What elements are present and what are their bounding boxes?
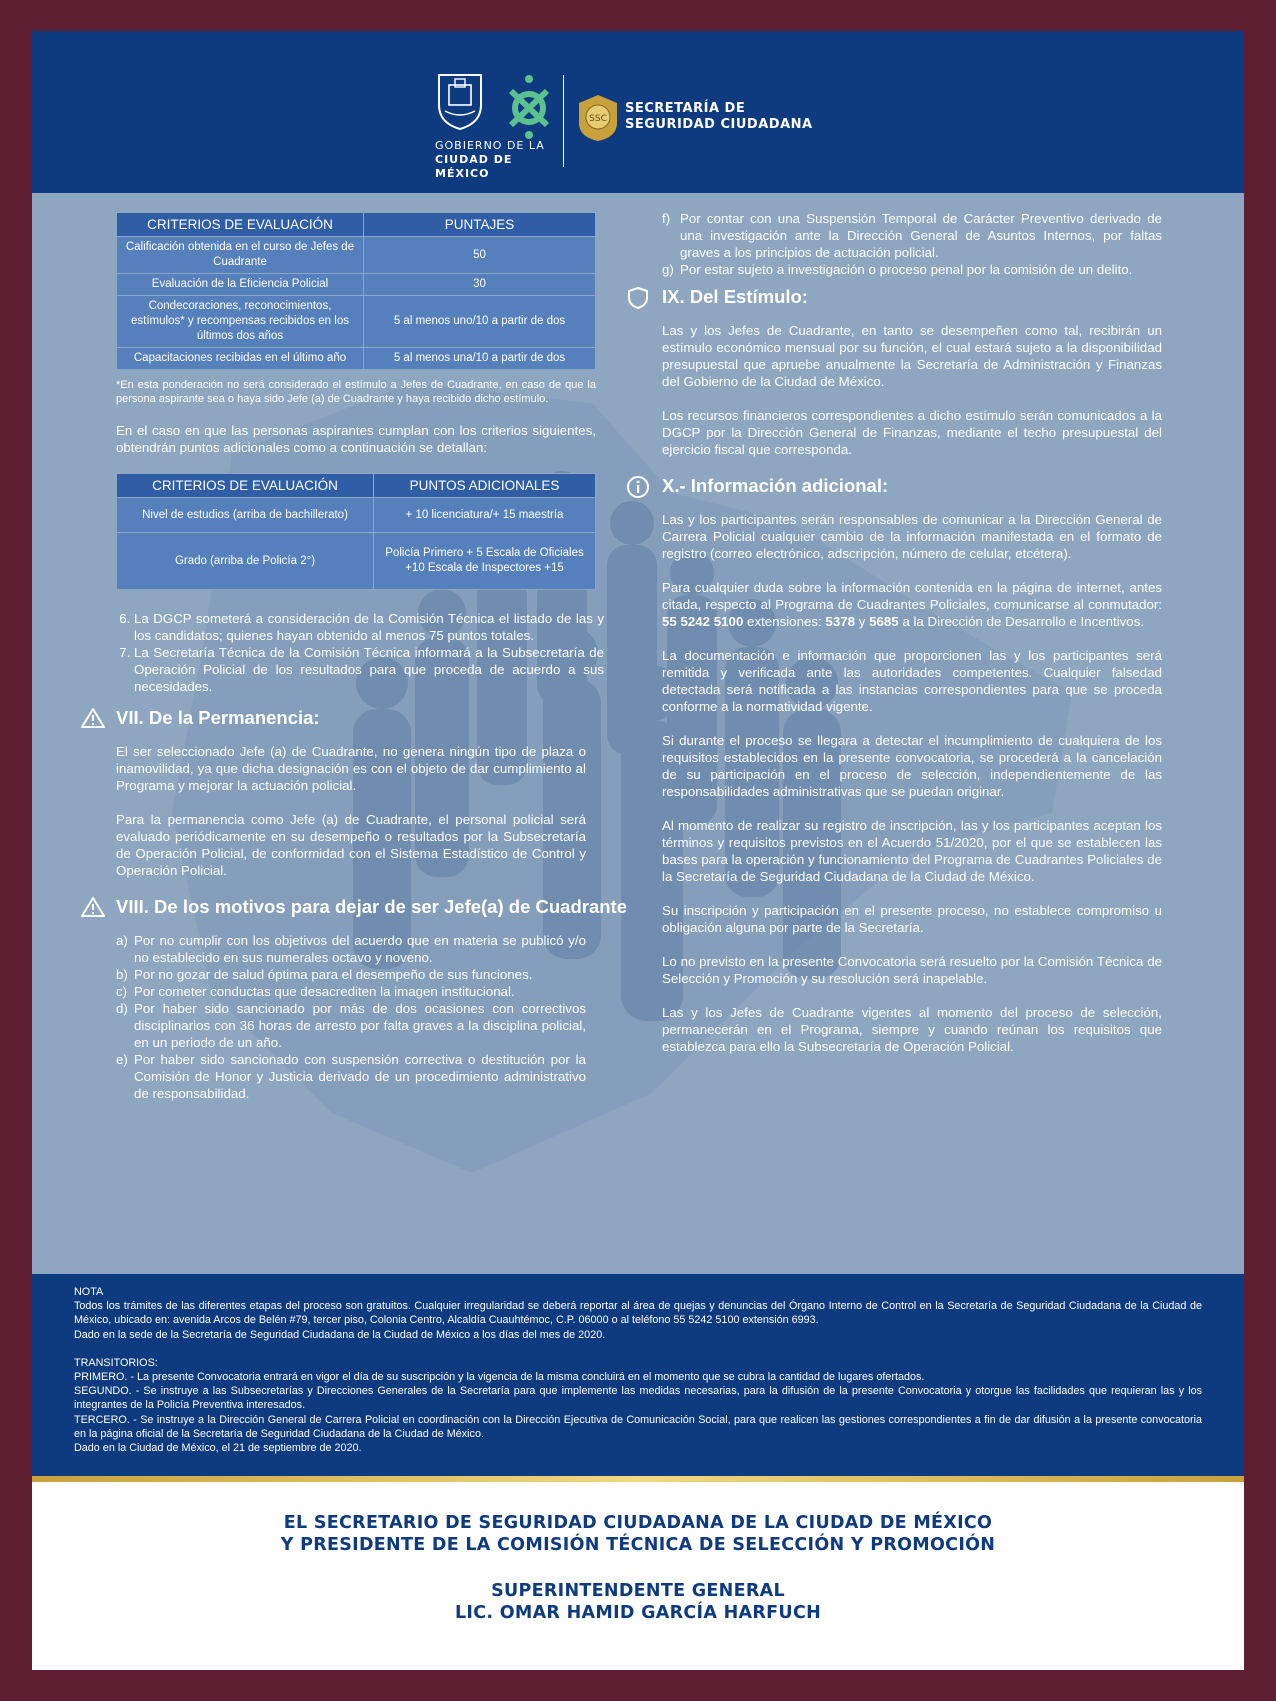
contact-text-d: a la Dirección de Desarrollo e Incentivos. bbox=[902, 614, 1145, 629]
signer-line2: Y PRESIDENTE DE LA COMISIÓN TÉCNICA DE SELECCIÓN Y PROMOCIÓN bbox=[280, 1535, 996, 1555]
signer-name-block bbox=[32, 1580, 1244, 1624]
left-column bbox=[116, 212, 636, 1102]
table-row bbox=[117, 498, 596, 533]
list-item bbox=[116, 966, 586, 983]
reasons-list-continued bbox=[662, 210, 1162, 278]
ssc-name bbox=[625, 101, 865, 133]
transitorio-tercero: TERCERO. - Se instruye a la Dirección General de Carrera Policial en coordinación con la Dirección Ejecutiva de Comunicación Social, para que realicen las gestiones correspondientes a fin de dar difusión a la presente convocatoria en la página oficial de la Secretaría de Seguridad Ciudadana de la Ciudad de México. bbox=[74, 1413, 1202, 1440]
list-item bbox=[662, 261, 1162, 278]
item-text: Por haber sido sancionado por más de dos ocasiones con correctivos disciplinarios con 36 horas de arresto por falta graves a la disciplina policial, en un periodo de un año. bbox=[134, 1001, 586, 1050]
additional-intro: En el caso en que las personas aspirantes cumplan con los criterios siguientes, obtendrán puntos adicionales como a continuación se detallan: bbox=[116, 423, 596, 455]
table2-header-criteria: CRITERIOS DE EVALUACIÓN bbox=[117, 474, 374, 498]
ssc-line1: SECRETARÍA DE bbox=[625, 101, 746, 116]
table-cell: Calificación obtenida en el curso de Jefes de Cuadrante bbox=[117, 237, 364, 274]
section-vii-heading bbox=[80, 707, 636, 729]
table-cell: Policía Primero + 5 Escala de Oficiales +10 Escala de Inspectores +15 bbox=[374, 533, 596, 590]
government-name bbox=[435, 139, 565, 181]
item-text: Por contar con una Suspensión Temporal de Carácter Preventivo derivado de una investigación ante la Dirección General de Asuntos Internos, por faltas graves a los principios de actuación policial. bbox=[680, 211, 1162, 260]
gov-line1: GOBIERNO DE LA bbox=[435, 139, 545, 152]
list-item: 7. La Secretaría Técnica de la Comisión Técnica informará a la Subsecretaría de Operación Policial de los resultados para que proceda de acuerdo a sus necesidades. bbox=[134, 644, 604, 695]
item-text: Por estar sujeto a investigación o proceso penal por la comisión de un delito. bbox=[680, 262, 1133, 277]
section-x-heading bbox=[626, 475, 1162, 497]
transitorio-primero: PRIMERO. - La presente Convocatoria entrará en vigor el día de su suscripción y la vigencia de la misma concluirá en el momento que se cubra la cantidad de lugares ofertados. bbox=[74, 1371, 925, 1384]
table-cell: + 10 licenciatura/+ 15 maestría bbox=[374, 498, 596, 533]
table-cell: Evaluación de la Eficiencia Policial bbox=[117, 274, 364, 296]
table2-header-points: PUNTOS ADICIONALES bbox=[374, 474, 596, 498]
item-text: Por cometer conductas que desacrediten la imagen institucional. bbox=[134, 984, 515, 999]
seal-text: SSC bbox=[589, 114, 607, 124]
shield-icon bbox=[626, 286, 650, 310]
list-item: 6. La DGCP someterá a consideración de la Comisión Técnica el listado de las y los candidatos; quienes hayan obtenido al menos 75 puntos totales. bbox=[134, 610, 604, 644]
right-column bbox=[662, 210, 1162, 1072]
section-ix-title: IX. Del Estímulo: bbox=[662, 286, 808, 307]
extension-2: 5685 bbox=[869, 614, 899, 629]
table-cell: Grado (arriba de Policía 2°) bbox=[117, 533, 374, 590]
cdmx-knot-icon bbox=[501, 73, 557, 139]
steps-list bbox=[116, 610, 604, 695]
transitorio-segundo: SEGUNDO. - Se instruye a las Subsecretarías y Direcciones Generales de la Secretaría para que implemente las medidas necesarias, para la difusión de la presente Convocatoria y otorgue las facilidades que requieran las y los integrantes de la Policía Preventiva interesados. bbox=[74, 1385, 1202, 1412]
table-row bbox=[117, 348, 596, 370]
section-ix-p2: Los recursos financieros correspondientes a dicho estímulo serán comunicados a la DGCP por la Dirección General de Finanzas, mediante el techo presupuestal del ejercicio fiscal que corresponda. bbox=[662, 408, 1162, 457]
list-item bbox=[116, 1000, 586, 1051]
item-text: Por no gozar de salud óptima para el desempeño de sus funciones. bbox=[134, 967, 533, 982]
item-letter: d) bbox=[116, 1001, 128, 1016]
section-x-p7: Lo no previsto en la presente Convocatoria será resuelto por la Comisión Técnica de Selección y Promoción y su resolución será inapelable. bbox=[662, 954, 1162, 986]
nota-text: Todos los trámites de las diferentes etapas del proceso son gratuitos. Cualquier irregularidad se deberá reportar al área de quejas y denuncias del Órgano Interno de Control en la Secretaría de Seguridad Ciudadana de la Ciudad de México, ubicado en: avenida Arcos de Belén #79, tercer piso, Colonia Centro, Alcaldía Cuauhtémoc, C.P. 06000 o al teléfono 55 5242 5100 extensión 6993. bbox=[74, 1300, 1202, 1327]
table-cell: Capacitaciones recibidas en el último año bbox=[117, 348, 364, 370]
logo-divider bbox=[563, 75, 564, 167]
list-item bbox=[116, 932, 586, 966]
contact-text-c: y bbox=[858, 614, 866, 629]
item-letter: a) bbox=[116, 933, 128, 948]
item-letter: e) bbox=[116, 1052, 128, 1067]
additional-points-table bbox=[116, 473, 596, 590]
contact-text-a: Para cualquier duda sobre la información contenida en la página de internet, antes citada, respecto al Programa de Cuadrantes Policiales, comunicarse al conmutador: bbox=[662, 580, 1162, 612]
section-vii-p1: El ser seleccionado Jefe (a) de Cuadrante, no genera ningún tipo de plaza o inamovilidad, ya que dicha designación es con el objeto de dar cumplimiento al Programa y mejorar la actuación policial. bbox=[116, 744, 586, 793]
nota-section bbox=[32, 1274, 1244, 1476]
section-ix-heading bbox=[626, 286, 1162, 308]
section-vii-title: VII. De la Permanencia: bbox=[116, 707, 320, 728]
gov-line2: CIUDAD DE MÉXICO bbox=[435, 153, 513, 180]
cdmx-shield-icon bbox=[435, 71, 485, 131]
section-x-title: X.- Información adicional: bbox=[662, 475, 889, 496]
table-cell: 50 bbox=[364, 237, 596, 274]
section-x-p5: Al momento de realizar su registro de inscripción, las y los participantes aceptan los términos y requisitos previstos en el Acuerdo 51/2020, por el que se establecen las bases para la operación y funcionamiento del Programa de Cuadrantes Policiales de la Secretaría de Seguridad Ciudadana de la Ciudad de México. bbox=[662, 818, 1162, 884]
transitorio-fecha: Dado en la Ciudad de México, el 21 de septiembre de 2020. bbox=[74, 1442, 362, 1455]
transitorios-title: TRANSITORIOS: bbox=[74, 1356, 158, 1369]
table-row bbox=[117, 274, 596, 296]
signer-title bbox=[32, 1512, 1244, 1556]
contact-text-b: extensiones: bbox=[747, 614, 822, 629]
item-letter: b) bbox=[116, 967, 128, 982]
list-item bbox=[116, 983, 586, 1000]
signature-section bbox=[32, 1482, 1244, 1670]
table-cell: Nivel de estudios (arriba de bachillerato) bbox=[117, 498, 374, 533]
section-x-p8: Las y los Jefes de Cuadrante vigentes al momento del proceso de selección, permanecerán en el Programa, siempre y cuando reúnan los requisitos que establezca para ello la Subsecretaría de Operación Policial. bbox=[662, 1005, 1162, 1054]
body bbox=[32, 193, 1244, 1274]
section-ix-p1: Las y los Jefes de Cuadrante, en tanto se desempeñen como tal, recibirán un estímulo económico mensual por su función, el cual estará sujeto a la disponibilidad presupuestal que apruebe anualmente la Secretaría de Administración y Finanzas del Gobierno de la Ciudad de México. bbox=[662, 323, 1162, 389]
item-letter: c) bbox=[116, 984, 128, 999]
nota-dado: Dado en la sede de la Secretaría de Seguridad Ciudadana de la Ciudad de México a los días del mes de 2020. bbox=[74, 1328, 606, 1341]
warning-triangle-icon bbox=[80, 707, 106, 729]
table-cell: 30 bbox=[364, 274, 596, 296]
item-text: Por haber sido sancionado con suspensión correctiva o destitución por la Comisión de Honor y Justicia derivado de un procedimiento administrativo de responsabilidad. bbox=[134, 1052, 586, 1101]
signer-line3: SUPERINTENDENTE GENERAL bbox=[491, 1581, 785, 1601]
section-x-p1: Las y los participantes serán responsables de comunicar a la Dirección General de Carrera Policial cualquier cambio de la información manifestada en el formato de registro (correo electrónico, adscripción, número de celular, etcétera). bbox=[662, 512, 1162, 561]
section-vii-p2: Para la permanencia como Jefe (a) de Cuadrante, el personal policial será evaluado periódicamente en su desempeño o resultados por la Subsecretaría de Operación Policial, de conformidad con el Sistema Estadístico de Control y Operación Policial. bbox=[116, 812, 586, 878]
section-x-p4: Si durante el proceso se llegara a detectar el incumplimiento de cualquiera de los requisitos establecidos en la presente convocatoria, se procederá a la cancelación de su participación en el proceso de selección, independientemente de las responsabilidades administrativas que se puedan originar. bbox=[662, 733, 1162, 799]
table-cell: Condecoraciones, reconocimientos, estímulos* y recompensas recibidos en los últimos dos años bbox=[117, 296, 364, 348]
phone-number: 55 5242 5100 bbox=[662, 614, 744, 629]
table-footnote: *En esta ponderación no será considerado el estímulo a Jefes de Cuadrante, en caso de que la persona aspirante sea o haya sido Jefe (a) de Cuadrante y haya recibido dicho estímulo. bbox=[116, 379, 596, 405]
ssc-seal-icon bbox=[575, 93, 621, 143]
list-item bbox=[662, 210, 1162, 261]
table1-header-criteria: CRITERIOS DE EVALUACIÓN bbox=[117, 213, 364, 237]
header bbox=[32, 31, 1244, 193]
table1-header-score: PUNTAJES bbox=[364, 213, 596, 237]
section-x-p3: La documentación e información que proporcionen las y los participantes será remitida y verificada ante las autoridades competentes. Cualquier falsedad detectada será notificada a las instancias correspondientes para que se proceda conforme a la normatividad vigente. bbox=[662, 648, 1162, 714]
item-text: Por no cumplir con los objetivos del acuerdo que en materia se publicó y/o no establecido en sus numerales octavo y noveno. bbox=[134, 933, 586, 965]
table-cell: 5 al menos una/10 a partir de dos bbox=[364, 348, 596, 370]
section-x-p6: Su inscripción y participación en el presente proceso, no establece compromiso u obligación alguna por parte de la Secretaría. bbox=[662, 903, 1162, 935]
nota-title: NOTA bbox=[74, 1286, 104, 1298]
ssc-line2: SEGURIDAD CIUDADANA bbox=[625, 117, 813, 132]
warning-triangle-icon bbox=[80, 896, 106, 918]
poster-frame bbox=[32, 31, 1244, 1670]
evaluation-table bbox=[116, 212, 596, 370]
item-letter: g) bbox=[662, 262, 674, 277]
section-viii-title: VIII. De los motivos para dejar de ser Jefe(a) de Cuadrante bbox=[116, 896, 627, 917]
signer-line1: EL SECRETARIO DE SEGURIDAD CIUDADANA DE LA CIUDAD DE MÉXICO bbox=[283, 1513, 993, 1533]
item-letter: f) bbox=[662, 211, 671, 226]
info-circle-icon bbox=[626, 475, 650, 499]
section-viii-heading bbox=[80, 896, 636, 918]
table-cell: 5 al menos uno/10 a partir de dos bbox=[364, 296, 596, 348]
table-row bbox=[117, 296, 596, 348]
list-item bbox=[116, 1051, 586, 1102]
table-row bbox=[117, 237, 596, 274]
signer-line4: LIC. OMAR HAMID GARCÍA HARFUCH bbox=[454, 1603, 822, 1623]
section-x-p2 bbox=[662, 579, 1162, 630]
extension-1: 5378 bbox=[825, 614, 856, 629]
reasons-list bbox=[116, 932, 586, 1102]
table-row bbox=[117, 533, 596, 590]
